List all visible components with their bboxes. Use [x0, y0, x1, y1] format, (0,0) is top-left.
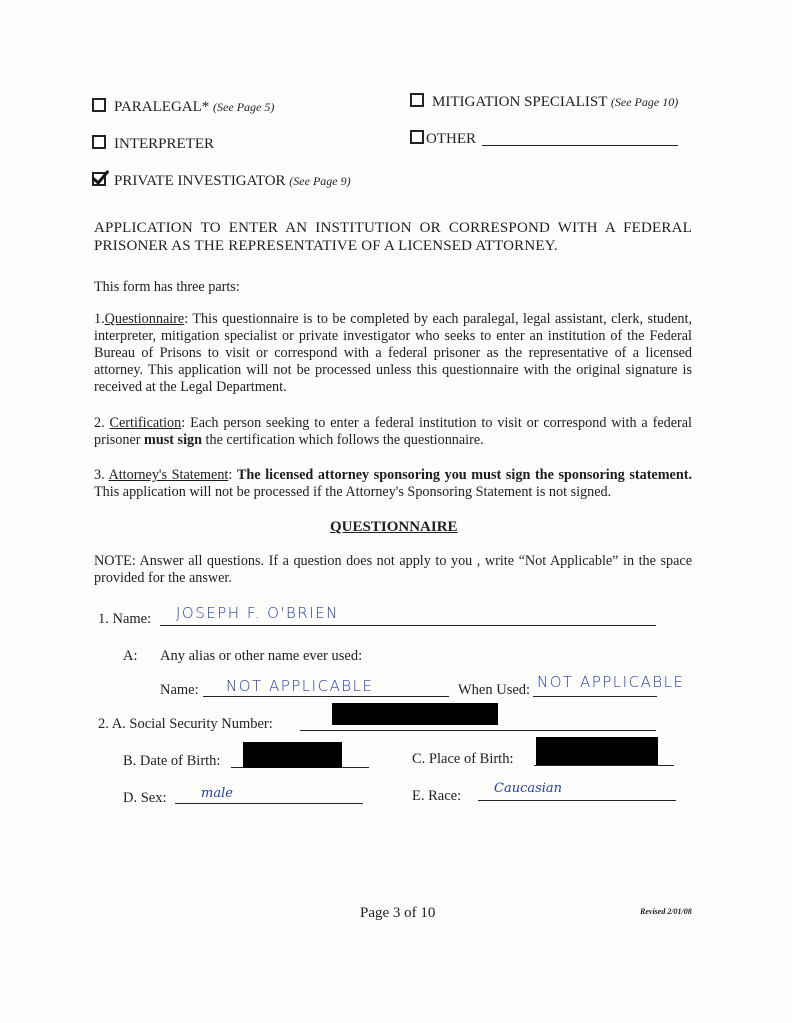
- application-title: APPLICATION TO ENTER AN INSTITUTION OR CORRESPOND WITH A FEDERAL PRISONER AS THE REPRESENTATIVE OF A LICENSED ATTORNEY.: [94, 220, 692, 254]
- revision-date: Revised 2/01/08: [640, 907, 692, 916]
- intro-text: This form has three parts:: [94, 279, 240, 295]
- race-value[interactable]: Caucasian: [494, 781, 563, 796]
- mitigation-label: MITIGATION SPECIALIST: [432, 94, 608, 110]
- ssn-field-line[interactable]: [300, 730, 656, 731]
- part2-name: Certification: [109, 415, 182, 431]
- interpreter-checkbox[interactable]: [92, 135, 106, 149]
- dob-redaction: [243, 742, 342, 768]
- option-paralegal[interactable]: [92, 98, 274, 116]
- race-label: E. Race:: [412, 788, 462, 804]
- when-used-label: When Used:: [458, 682, 531, 698]
- part3-colon: :: [228, 467, 237, 483]
- interpreter-label: INTERPRETER: [114, 136, 214, 152]
- name-value[interactable]: JOSEPH F. O'BRIEN: [176, 604, 339, 622]
- alias-name-line[interactable]: [203, 696, 449, 697]
- part3-text: This application will not be processed if the Attorney's Sponsoring Statement is not signed.: [94, 484, 612, 500]
- mitigation-checkbox[interactable]: [410, 93, 424, 107]
- name-label: 1. Name:: [98, 611, 152, 627]
- note-text: NOTE: Answer all questions. If a question does not apply to you , write “Not Applicable” in the space provided for the answer.: [94, 553, 692, 586]
- pob-redaction: [536, 737, 658, 765]
- sex-field-line[interactable]: [175, 803, 363, 804]
- part2-text-a: : Each person seeking to enter a federal institution to visit or correspond with a federal prisoner: [94, 415, 693, 448]
- option-mitigation-specialist[interactable]: [410, 93, 678, 111]
- race-field-line[interactable]: [478, 800, 676, 801]
- part1-number: 1.: [94, 311, 105, 327]
- option-private-investigator[interactable]: [92, 172, 351, 190]
- option-interpreter[interactable]: [92, 135, 214, 153]
- dob-label: B. Date of Birth:: [123, 753, 221, 769]
- option-other[interactable]: [410, 130, 476, 148]
- pob-label: C. Place of Birth:: [412, 751, 514, 767]
- mitigation-page-ref: (See Page 10): [610, 95, 679, 109]
- part2-number: 2.: [94, 415, 110, 431]
- part3-number: 3.: [94, 467, 109, 483]
- part2-text-b: the certification which follows the questionnaire.: [202, 432, 484, 448]
- when-used-value[interactable]: NOT APPLICABLE: [537, 673, 685, 691]
- alias-prefix: A:: [123, 648, 138, 664]
- part2-bold: must sign: [144, 432, 202, 448]
- paralegal-checkbox[interactable]: [92, 98, 106, 112]
- other-checkbox[interactable]: [410, 130, 424, 144]
- sex-value[interactable]: male: [201, 786, 233, 801]
- ssn-redaction: [332, 703, 498, 725]
- paralegal-label: PARALEGAL*: [114, 99, 210, 115]
- alias-label: Any alias or other name ever used:: [160, 648, 363, 664]
- part3-attorney-statement: [94, 467, 692, 501]
- other-label: OTHER: [426, 131, 476, 147]
- alias-name-value[interactable]: NOT APPLICABLE: [226, 677, 374, 695]
- investigator-checkbox[interactable]: [92, 172, 106, 186]
- sex-label: D. Sex:: [123, 790, 167, 806]
- part3-bold: The licensed attorney sponsoring you must sign the sponsoring statement.: [236, 467, 692, 483]
- part1-questionnaire: [94, 311, 692, 396]
- ssn-label: 2. A. Social Security Number:: [98, 716, 273, 732]
- questionnaire-heading: QUESTIONNAIRE: [330, 519, 458, 535]
- pob-field-line[interactable]: [534, 765, 674, 766]
- other-input-line[interactable]: [482, 145, 678, 146]
- page-number: Page 3 of 10: [360, 905, 436, 921]
- part1-name: Questionnaire: [104, 311, 185, 327]
- part3-name: Attorney's Statement: [108, 467, 229, 483]
- paralegal-page-ref: (See Page 5): [213, 100, 275, 114]
- part2-certification: [94, 415, 692, 449]
- alias-name-label: Name:: [160, 682, 199, 698]
- investigator-label: PRIVATE INVESTIGATOR: [114, 173, 286, 189]
- investigator-page-ref: (See Page 9): [289, 174, 351, 188]
- when-used-line[interactable]: [533, 696, 657, 697]
- name-field-line[interactable]: [160, 625, 656, 626]
- part1-text: : This questionnaire is to be completed by each paralegal, legal assistant, clerk, student, interpreter, mitigation specialist or private investigator who seeks to enter an institution of the Federal Bureau of Prisons to visit or correspond with a federal prisoner as the representative of a licensed attorney. This application will not be processed unless this questionnaire with the original signature is received at the Legal Department.: [94, 311, 692, 395]
